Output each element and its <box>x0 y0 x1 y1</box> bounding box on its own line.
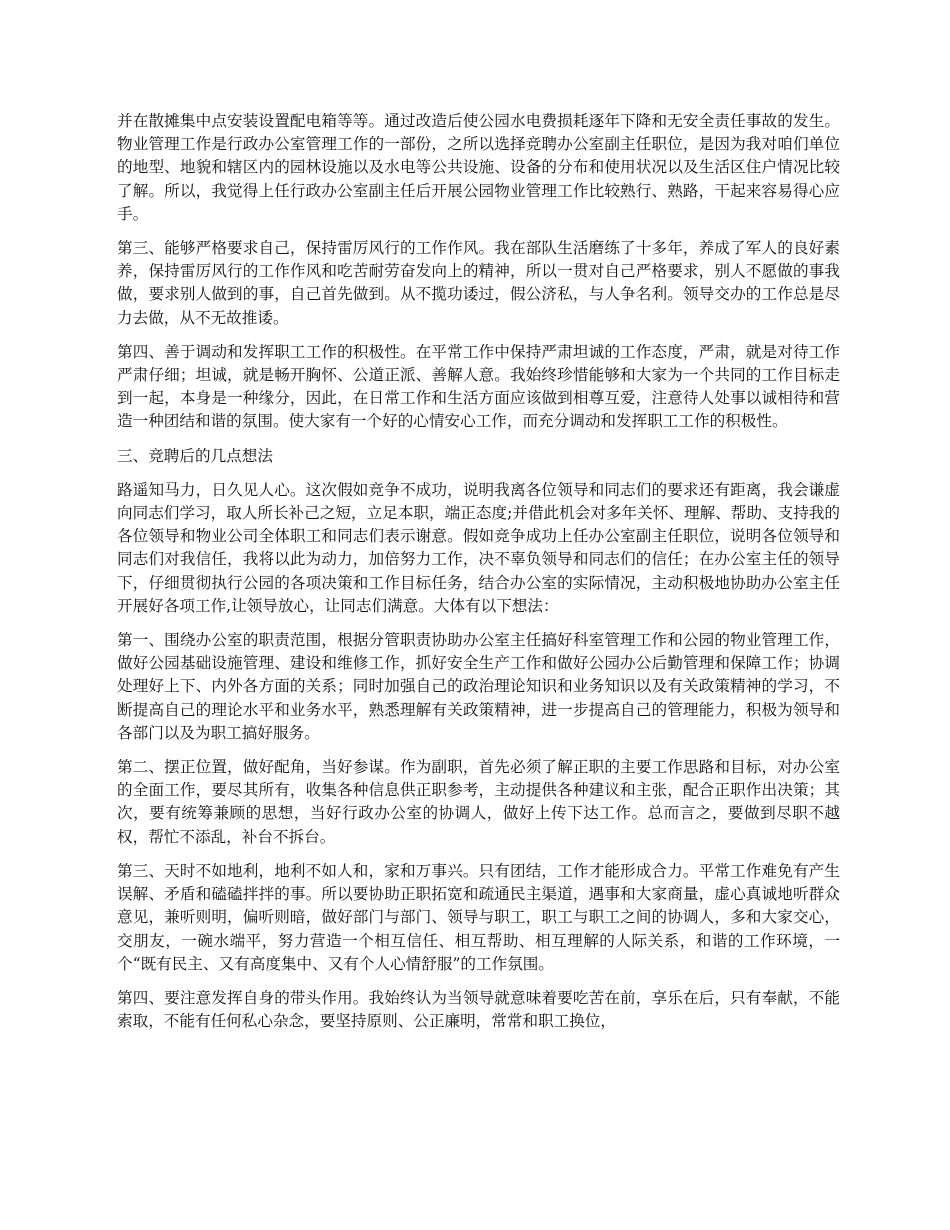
section-heading-post-election-thoughts: 三、竞聘后的几点想法 <box>117 446 273 465</box>
paragraph-harmony-unity: 第三、天时不如地利，地利不如人和，家和万事兴。只有团结，工作才能形成合力。平常工作难免有产生误解、矛盾和磕磕拌拌的事。所以要协助正职拓宽和疏通民主渠道，遇事和大家商量，虚心真诚地听群众意见，兼听则明，偏听则暗，做好部门与部门、领导与职工，职工与职工之间的协调人，多和大家交心，交朋友，一碗水端平，努力营造一个相互信任、相互帮助、相互理解的人际关系，和谐的工作环境，一个“既有民主、又有高度集中、又有个人心情舒服”的工作氛围。 <box>117 861 840 973</box>
paragraph-position-role: 第二、摆正位置，做好配角，当好参谋。作为副职，首先必须了解正职的主要工作思路和目标，对办公室的全面工作，要尽其所有，收集各种信息供正职参考，主动提供各种建议和主张，配合正职作出决策；其次，要有统筹兼顾的思想，当好行政办公室的协调人，做好上传下达工作。总而言之，要做到尽职不越权，帮忙不添乱，补台不拆台。 <box>117 758 840 846</box>
paragraph-responsibility-scope: 第一、围绕办公室的职责范围，根据分管职责协助办公室主任搞好科室管理工作和公园的物业管理工作，做好公园基础设施管理、建设和维修工作，抓好安全生产工作和做好公园办公后勤管理和保障工作；协调处理好上下、内外各方面的关系；同时加强自己的政治理论知识和业务知识以及有关政策精神的学习，不断提高自己的理论水平和业务水平，熟悉理解有关政策精神，进一步提高自己的管理能力，积极为领导和各部门以及为职工搞好服务。 <box>117 631 840 742</box>
paragraph-staff-motivation: 第四、善于调动和发挥职工工作的积极性。在平常工作中保持严肃坦诚的工作态度，严肃，就是对待工作严肃仔细；坦诚，就是畅开胸怀、公道正派、善解人意。我始终珍惜能够和大家为一个共同的工作目标走到一起，本身是一种缘分，因此，在日常工作和生活方面应该做到相尊互爱，注意待人处事以诚相待和营造一种团结和谐的氛围。使大家有一个好的心情安心工作，而充分调动和发挥职工工作的积极性。 <box>117 342 840 431</box>
paragraph-lead-by-example: 第四、要注意发挥自身的带头作用。我始终认为当领导就意味着要吃苦在前，享乐在后，只有奉献，不能索取，不能有任何私心杂念，要坚持原则、公正廉明，常常和职工换位， <box>117 988 840 1031</box>
document-body <box>117 110 840 1044</box>
paragraph-long-road: 路遥知马力，日久见人心。这次假如竞争不成功，说明我离各位领导和同志们的要求还有距离，我会谦虚向同志们学习，取人所长补己之短，立足本职，端正态度;并借此机会对多年关怀、理解、帮助、支持我的各位领导和物业公司全体职工和同志们表示谢意。假如竞争成功上任办公室副主任职位，说明各位领导和同志们对我信任，我将以此为动力，加倍努力工作，决不辜负领导和同志们的信任；在办公室主任的领导下，仔细贯彻执行公园的各项决策和工作目标任务，结合办公室的实际情况，主动积极地协助办公室主任开展好各项工作,让领导放心，让同志们满意。大体有以下想法： <box>117 480 840 615</box>
paragraph-strict-self-discipline: 第三、能够严格要求自己，保持雷厉风行的工作作风。我在部队生活磨练了十多年，养成了军人的良好素养，保持雷厉风行的工作作风和吃苦耐劳奋发向上的精神，所以一贯对自己严格要求，别人不愿做的事我做，要求别人做到的事，自己首先做到。从不揽功诿过，假公济私，与人争名利。领导交办的工作总是尽力去做，从不无故推诿。 <box>117 239 840 327</box>
paragraph-utilities-renovation: 并在散摊集中点安装设置配电箱等等。通过改造后使公园水电费损耗逐年下降和无安全责任事故的发生。物业管理工作是行政办公室管理工作的一部份，之所以选择竞聘办公室副主任职位，是因为我对咱们单位的地型、地貌和辖区内的园林设施以及水电等公共设施、设备的分布和使用状况以及生活区住户情况比较了解。所以，我觉得上任行政办公室副主任后开展公园物业管理工作比较熟行、熟路，干起来容易得心应手。 <box>117 112 840 223</box>
